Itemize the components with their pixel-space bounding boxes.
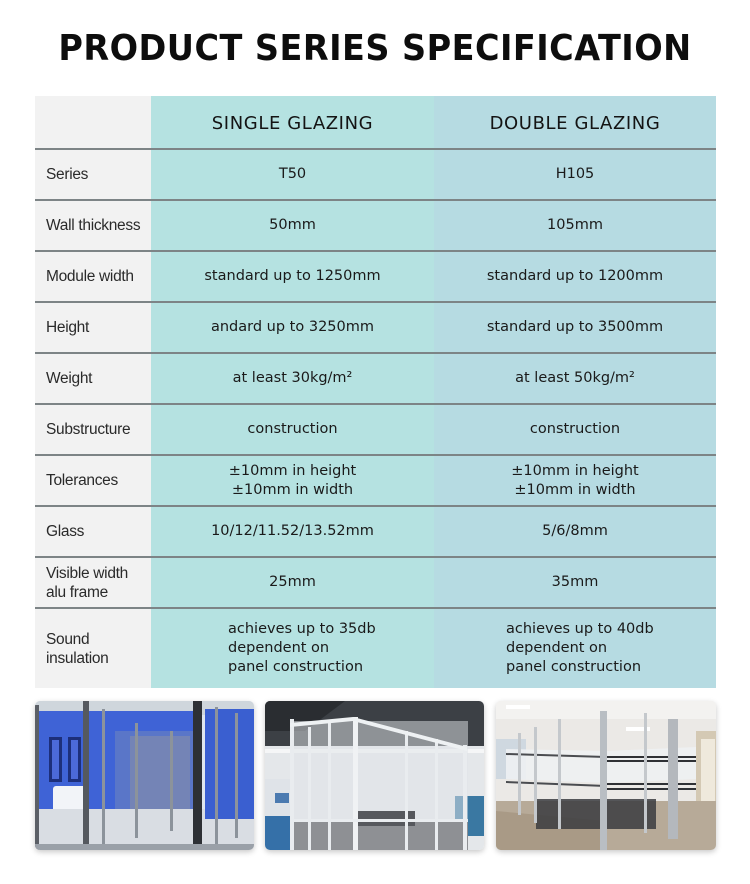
value-line: construction bbox=[529, 421, 621, 437]
row-label bbox=[35, 252, 151, 301]
row-label bbox=[35, 507, 151, 556]
value-line: 105mm bbox=[547, 217, 603, 233]
photo-glass-office-cube bbox=[265, 701, 484, 850]
single-value bbox=[151, 456, 434, 505]
single-value bbox=[151, 303, 434, 352]
row-label bbox=[35, 354, 151, 403]
table-row bbox=[35, 609, 716, 688]
photo-frosted-glass-partition bbox=[496, 701, 716, 850]
value-line: achieves up to 35db bbox=[228, 621, 376, 637]
header-label-cell bbox=[35, 96, 151, 148]
row-label bbox=[35, 405, 151, 454]
value-line: at least 30kg/m² bbox=[232, 370, 353, 386]
value-line: 25mm bbox=[269, 574, 316, 590]
double-value bbox=[434, 507, 716, 556]
label-line: Tolerances bbox=[46, 472, 118, 489]
value-line: ±10mm in width bbox=[231, 481, 354, 498]
value-line: construction bbox=[247, 421, 338, 437]
product-photos bbox=[35, 701, 716, 850]
row-label bbox=[35, 150, 151, 199]
value-line: standard up to 3500mm bbox=[486, 319, 664, 335]
label-line: Sound bbox=[46, 630, 90, 648]
label-line: Series bbox=[46, 166, 89, 183]
value-line: ±10mm in height bbox=[228, 462, 357, 479]
row-label bbox=[35, 303, 151, 352]
value-line: T50 bbox=[278, 166, 307, 182]
table-row bbox=[35, 405, 716, 456]
multi-line-value bbox=[228, 620, 376, 677]
double-value bbox=[434, 609, 716, 688]
value-line: standard up to 1250mm bbox=[204, 268, 381, 284]
label-line: Height bbox=[46, 319, 90, 336]
row-label bbox=[35, 558, 151, 607]
label-line: insulation bbox=[46, 649, 109, 667]
single-value bbox=[151, 354, 434, 403]
value-line: 50mm bbox=[269, 217, 316, 233]
label-line: Substructure bbox=[46, 421, 131, 438]
page-title: PRODUCT SERIES SPECIFICATION bbox=[58, 28, 692, 69]
double-value bbox=[434, 201, 716, 250]
label-line: Module width bbox=[46, 268, 134, 285]
value-line: dependent on bbox=[506, 640, 608, 656]
header-double-glazing: DOUBLE GLAZING bbox=[434, 96, 716, 148]
label-line: Wall thickness bbox=[46, 217, 141, 234]
value-line: panel construction bbox=[228, 659, 364, 675]
double-value bbox=[434, 405, 716, 454]
multi-line-value bbox=[229, 462, 357, 500]
value-line: ±10mm in height bbox=[511, 462, 639, 479]
table-row bbox=[35, 354, 716, 405]
double-value bbox=[434, 354, 716, 403]
single-value bbox=[151, 609, 434, 688]
multi-line-label bbox=[46, 630, 109, 668]
value-line: 10/12/11.52/13.52mm bbox=[211, 523, 374, 539]
single-value bbox=[151, 507, 434, 556]
label-line: Weight bbox=[46, 370, 93, 387]
multi-line-value bbox=[511, 462, 639, 500]
value-line: dependent on bbox=[228, 640, 330, 656]
double-value bbox=[434, 558, 716, 607]
office-cube-image bbox=[265, 701, 484, 850]
frosted-partition-image bbox=[496, 701, 716, 850]
single-value bbox=[151, 558, 434, 607]
single-value bbox=[151, 201, 434, 250]
table-row bbox=[35, 150, 716, 201]
table-row bbox=[35, 252, 716, 303]
multi-line-label bbox=[46, 564, 128, 602]
label-line: Visible width bbox=[46, 564, 128, 582]
table-row bbox=[35, 456, 716, 507]
table-row bbox=[35, 201, 716, 252]
glass-door-image bbox=[35, 701, 254, 850]
value-line: at least 50kg/m² bbox=[515, 370, 635, 386]
multi-line-value bbox=[506, 620, 654, 677]
value-line: standard up to 1200mm bbox=[486, 268, 664, 284]
table-row bbox=[35, 558, 716, 609]
double-value bbox=[434, 252, 716, 301]
row-label bbox=[35, 609, 151, 688]
table-row bbox=[35, 507, 716, 558]
label-line: alu frame bbox=[46, 583, 108, 601]
double-value bbox=[434, 303, 716, 352]
double-value bbox=[434, 456, 716, 505]
row-label bbox=[35, 201, 151, 250]
table-row bbox=[35, 303, 716, 354]
single-value bbox=[151, 150, 434, 199]
table-header-row bbox=[35, 96, 716, 150]
header-single-glazing: SINGLE GLAZING bbox=[151, 96, 434, 148]
row-label bbox=[35, 456, 151, 505]
value-line: 35mm bbox=[551, 574, 599, 590]
value-line: ±10mm in width bbox=[514, 481, 636, 498]
single-value bbox=[151, 405, 434, 454]
double-value bbox=[434, 150, 716, 199]
spec-table bbox=[35, 96, 716, 688]
value-line: achieves up to 40db bbox=[506, 621, 654, 637]
single-value bbox=[151, 252, 434, 301]
label-line: Glass bbox=[46, 523, 85, 540]
value-line: andard up to 3250mm bbox=[210, 319, 374, 335]
photo-blue-room-glass-doors bbox=[35, 701, 254, 850]
value-line: 5/6/8mm bbox=[542, 523, 608, 539]
value-line: panel construction bbox=[506, 659, 642, 675]
value-line: H105 bbox=[555, 166, 595, 182]
